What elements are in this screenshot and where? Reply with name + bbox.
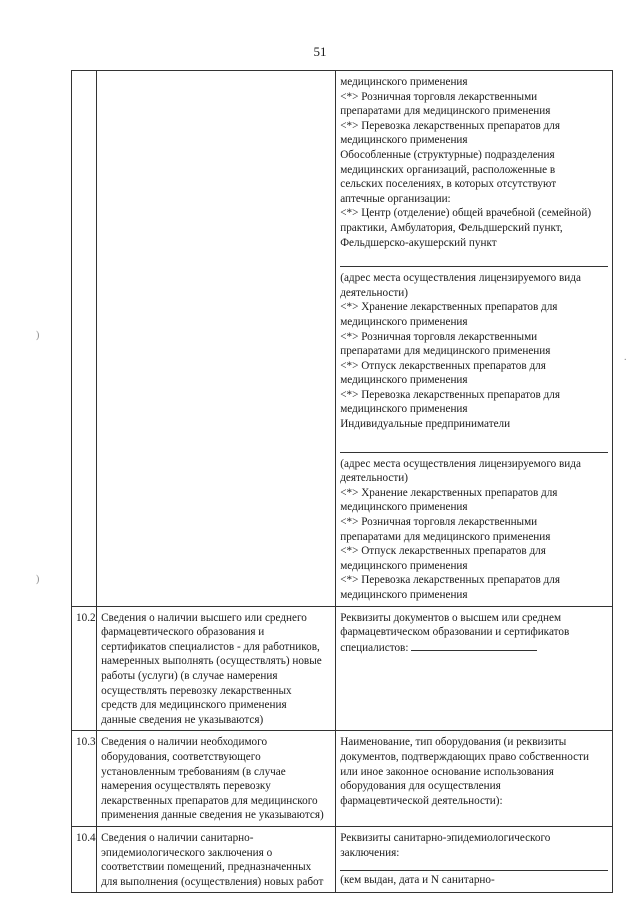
text-line: оборудования для осуществления (340, 780, 501, 793)
text-line: медицинского применения (340, 501, 468, 514)
text-line: медицинского применения (340, 315, 468, 328)
text-line: для выполнения (осуществления) новых работ (101, 875, 324, 888)
text-line: Фельдшерско-акушерский пункт (340, 236, 497, 249)
text-line: медицинского применения (340, 374, 468, 387)
text-line: Обособленные (структурные) подразделения (340, 148, 555, 161)
text-line: медицинского применения (340, 589, 468, 601)
table-row-10-4 (72, 826, 613, 892)
text-line: практики, Амбулатория, Фельдшерский пункт, (340, 221, 563, 234)
text-line: соответствии помещений, предназначенных (101, 861, 312, 874)
text-line: препаратами для медицинского применения (340, 105, 551, 118)
table-row-10-3 (72, 731, 613, 827)
text-line: установленным требованиям (в случае (101, 765, 286, 778)
text-line: деятельности) (340, 472, 408, 485)
text-line: <*> Розничная торговля лекарственными (340, 330, 538, 343)
text-line: фармацевтического образования и (101, 626, 265, 639)
text-line: (адрес места осуществления лицензируемого вида (340, 457, 581, 470)
num-cell (72, 71, 97, 607)
page-number: 51 (313, 44, 327, 59)
text-line: медицинского применения (340, 403, 468, 416)
text-line (340, 640, 608, 656)
specialists-blank-field[interactable] (411, 640, 537, 651)
text-line: Реквизиты санитарно-эпидемиологического (340, 831, 551, 844)
text-line: фармацевтическом образовании и сертификатов (340, 626, 570, 639)
text-line: <*> Перевозка лекарственных препаратов для (340, 388, 560, 401)
text-line: фармацевтической деятельности): (340, 794, 503, 807)
text-line: Наименование, тип оборудования (и реквизиты (340, 736, 567, 749)
text-line: <*> Перевозка лекарственных препаратов для (340, 574, 560, 587)
requirements-table (71, 70, 613, 893)
row-number: 10.4 (72, 826, 97, 892)
text-line: препаратами для медицинского применения (340, 530, 551, 543)
text-line: медицинских организаций, расположенные в (340, 163, 556, 176)
address-blank-line[interactable] (340, 256, 608, 267)
text-line: медицинского применения (340, 134, 468, 147)
text-line: Сведения о наличии необходимого (101, 736, 268, 749)
margin-mark: ) (36, 574, 40, 585)
label: специалистов: (340, 641, 409, 654)
text-line: сертификатов специалистов - для работников, (101, 640, 320, 653)
text-line: (адрес места осуществления лицензируемого вида (340, 272, 581, 285)
text-line: лекарственных препаратов для медицинского (101, 794, 318, 807)
details-cell (336, 826, 613, 892)
margin-mark: . (624, 352, 627, 363)
address-blank-line[interactable] (340, 442, 608, 453)
text-line: сельских поселениях, в которых отсутствуют (340, 178, 557, 191)
conclusion-blank-line[interactable] (340, 860, 608, 871)
text-line: <*> Центр (отделение) общей врачебной (семейной) (340, 207, 592, 220)
text-line: препаратами для медицинского применения (340, 345, 551, 358)
text-line: осуществлять перевозку лекарственных (101, 684, 292, 697)
text-line: данные сведения не указываются) (101, 713, 264, 726)
text-line: работы (услуги) (в случае намерения (101, 669, 278, 682)
text-line: медицинского применения (340, 559, 468, 572)
text-line: документов, подтверждающих право собственности (340, 750, 589, 763)
row-number: 10.2 (72, 606, 97, 731)
table-row-10-2 (72, 606, 613, 731)
activity-block-2 (340, 271, 608, 432)
row-number: 10.3 (72, 731, 97, 827)
text-line: Сведения о наличии высшего или среднего (101, 611, 307, 624)
text-line: <*> Розничная торговля лекарственными (340, 516, 538, 529)
text-line: Сведения о наличии санитарно- (101, 831, 254, 844)
activity-block-3 (340, 457, 608, 603)
text-line: <*> Хранение лекарственных препаратов для (340, 301, 558, 314)
text-line: <*> Перевозка лекарственных препаратов для (340, 119, 560, 132)
text-line: эпидемиологического заключения о (101, 846, 273, 859)
margin-mark: ) (36, 330, 40, 341)
text-line: намерения осуществлять перевозку (101, 780, 271, 793)
details-cell (336, 606, 613, 731)
text-line: аптечные организации: (340, 192, 451, 205)
description-cell (97, 731, 336, 827)
table-row-continuation (72, 71, 613, 607)
description-cell (97, 826, 336, 892)
text-line: деятельности) (340, 286, 408, 299)
text-line: медицинского применения (340, 76, 468, 88)
text-line: <*> Хранение лекарственных препаратов для (340, 486, 558, 499)
text-line: средств для медицинского применения (101, 699, 287, 712)
text-line: намеренных выполнять (осуществлять) новые (101, 655, 322, 668)
text-line: (кем выдан, дата и N санитарно- (340, 874, 495, 887)
description-cell (97, 606, 336, 731)
text-line: оборудования, соответствующего (101, 750, 261, 763)
text-line: Реквизиты документов о высшем или среднем (340, 611, 562, 624)
details-cell (336, 71, 613, 607)
text-line: заключения: (340, 846, 400, 859)
details-cell (336, 731, 613, 827)
text-line: применения данные сведения не указываются) (101, 809, 324, 822)
text-line: или иное законное основание использования (340, 765, 554, 778)
activity-block-1 (340, 75, 608, 250)
text-line: <*> Розничная торговля лекарственными (340, 90, 538, 103)
text-line: <*> Отпуск лекарственных препаратов для (340, 359, 546, 372)
text-line: Индивидуальные предприниматели (340, 418, 511, 431)
description-cell (97, 71, 336, 607)
text-line: <*> Отпуск лекарственных препаратов для (340, 545, 546, 558)
